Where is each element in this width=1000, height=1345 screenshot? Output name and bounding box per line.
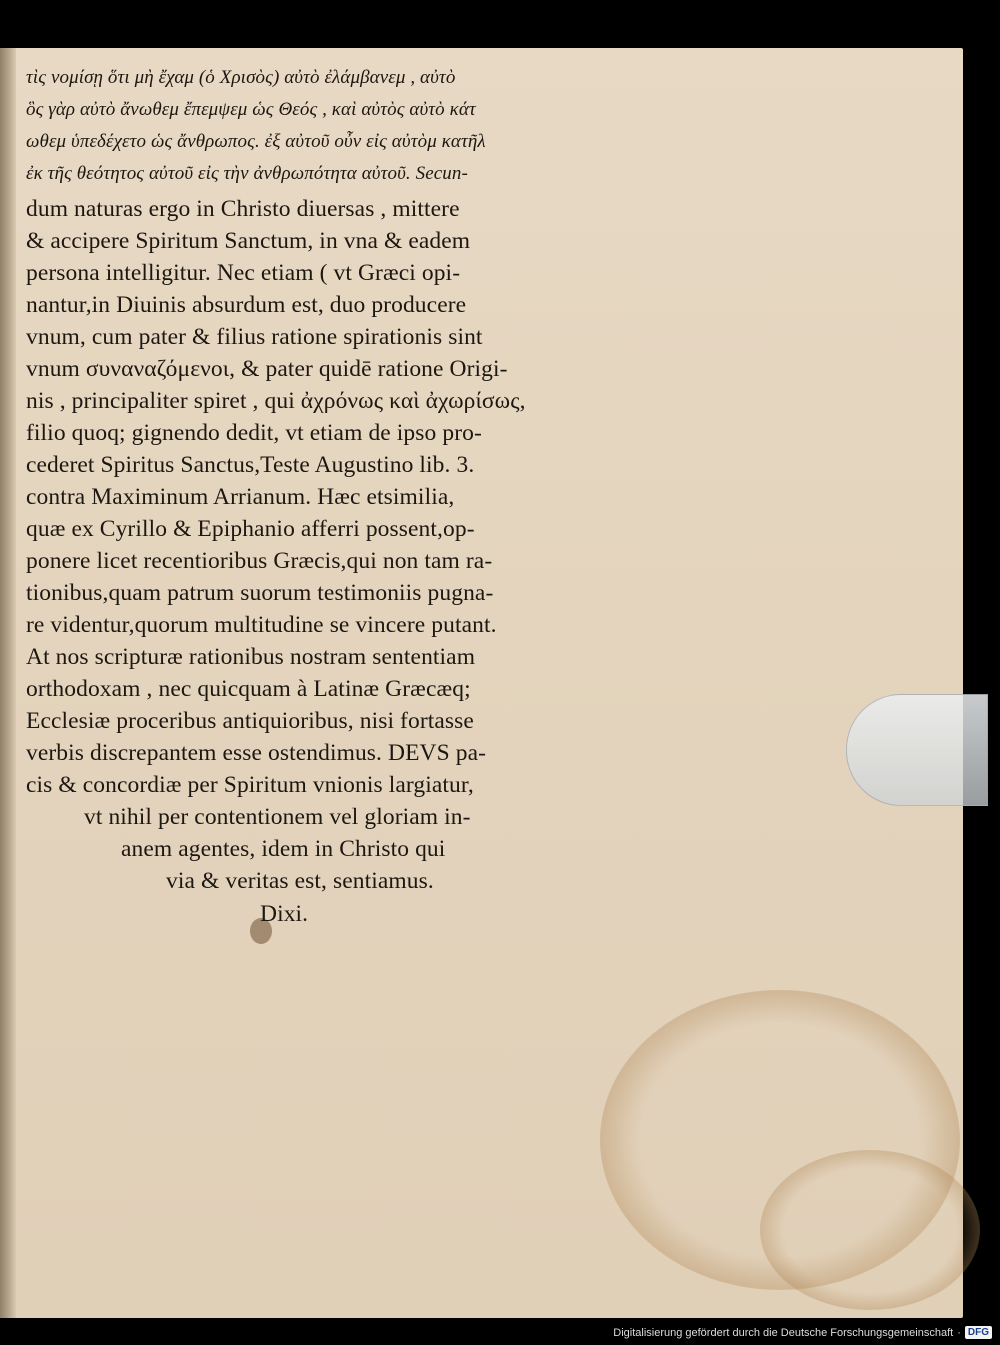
- text-line: ἐκ τῆς θεότητος αὐτοῦ εἰς τὴν ἀνθρωπότητα αὐτοῦ. Secun-: [26, 163, 468, 184]
- footer-text: Digitalisierung gefördert durch die Deutsche Forschungsgemeinschaft: [613, 1326, 954, 1339]
- text-line: contra Maximinum Arrianum. Hæc etsimilia,: [26, 484, 455, 510]
- text-line: cis & concordiæ per Spiritum vnionis largiatur,: [26, 772, 474, 798]
- text-line: ὃς γὰρ αὐτὸ ἄνωθεμ ἔπεμψεμ ὡς Θεός , καὶ αὐτὸς αὐτὸ κάτ: [26, 99, 476, 120]
- separator: ·: [957, 1326, 961, 1339]
- text-line: vt nihil per contentionem vel gloriam in-: [84, 804, 471, 830]
- text-line: nis , principaliter spiret , qui ἀχρόνως καὶ ἀχωρίσως,: [26, 388, 526, 414]
- text-line: tionibus,quam patrum suorum testimoniis pugna-: [26, 580, 494, 606]
- text-line: ponere licet recentioribus Græcis,qui non tam ra-: [26, 548, 493, 574]
- text-line: nantur,in Diuinis absurdum est, duo producere: [26, 292, 467, 318]
- glass-page-weight: [846, 694, 988, 806]
- text-line: vnum συναναζόμενοι, & pater quidē ratione Origi-: [26, 356, 508, 382]
- water-stain: [760, 1150, 980, 1310]
- text-line: At nos scripturæ rationibus nostram sententiam: [26, 644, 476, 670]
- text-line: filio quoq; gignendo dedit, vt etiam de ipso pro-: [26, 420, 482, 446]
- text-line: verbis discrepantem esse ostendimus. DEVS pa-: [26, 740, 487, 766]
- text-line: & accipere Spiritum Sanctum, in vna & eadem: [26, 228, 471, 254]
- text-line: via & veritas est, sentiamus.: [166, 868, 434, 894]
- text-line: re videntur,quorum multitudine se vincere putant.: [26, 612, 497, 638]
- text-line: Ecclesiæ proceribus antiquioribus, nisi fortasse: [26, 708, 474, 734]
- text-line: vnum, cum pater & filius ratione spirationis sint: [26, 324, 483, 350]
- text-line: orthodoxam , nec quicquam à Latinæ Græcæq;: [26, 676, 471, 702]
- text-line: anem agentes, idem in Christo qui: [121, 836, 446, 862]
- text-line: dum naturas ergo in Christo diuersas , mittere: [26, 196, 460, 222]
- text-line: persona intelligitur. Nec etiam ( vt Græci opi-: [26, 260, 461, 286]
- digitization-credit: [613, 1326, 992, 1339]
- text-line: cederet Spiritus Sanctus,Teste Augustino lib. 3.: [26, 452, 475, 478]
- text-line: Dixi.: [260, 901, 309, 927]
- page-binding-edge: [0, 48, 16, 1318]
- dfg-logo: DFG: [965, 1326, 992, 1339]
- text-line: ωθεμ ὑπεδέχετο ὡς ἄνθρωπος. ἐξ αὐτοῦ οὖν εἰς αὐτὸμ κατῆλ: [26, 131, 486, 152]
- text-line: τὶς νομίσῃ ὅτι μὴ ἔχαμ (ὁ Χρισὸς) αὐτὸ ἐλάμβανεμ , αὐτὸ: [26, 67, 456, 88]
- text-line: quæ ex Cyrillo & Epiphanio afferri possent,op-: [26, 516, 475, 542]
